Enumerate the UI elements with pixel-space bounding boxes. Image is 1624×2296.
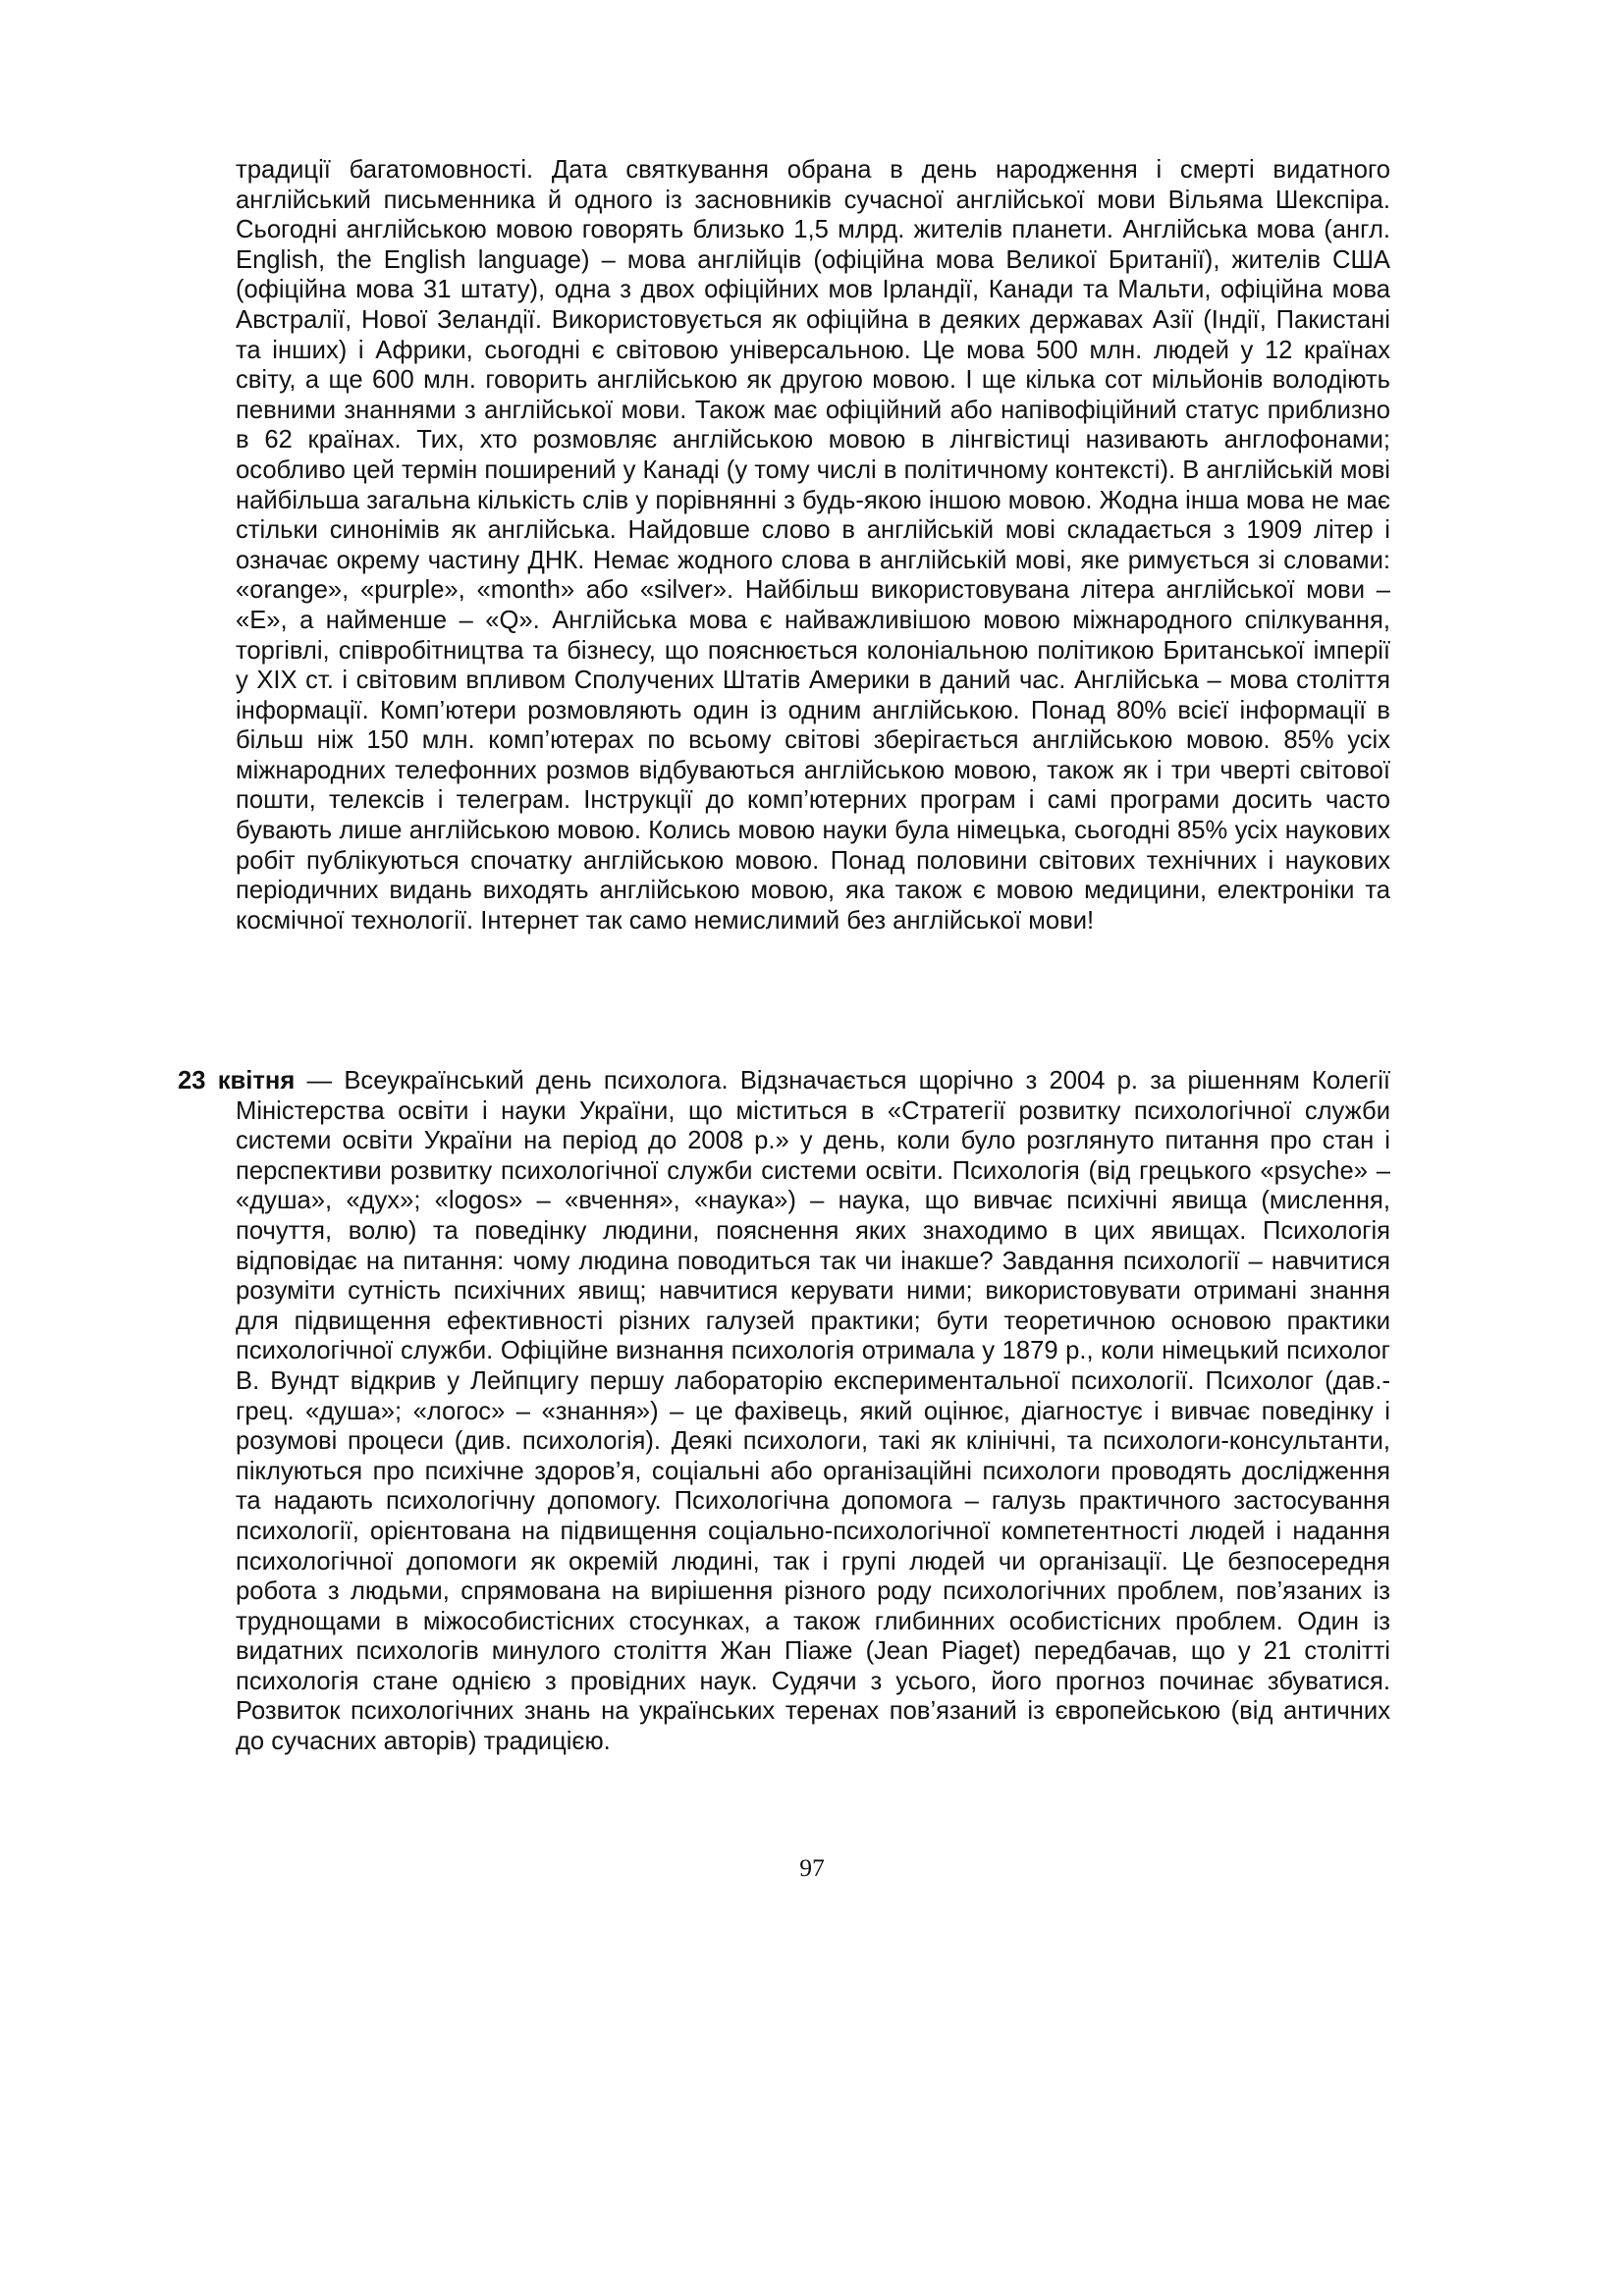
paragraph-english-language bbox=[236, 155, 1390, 935]
paragraph-psychologist-day bbox=[178, 1066, 1390, 1757]
page-number: 97 bbox=[799, 1853, 825, 1882]
paragraph-text: традиції багатомовності. Дата святкування обрана в день народження і смерті видатного англійський письменника й одного із засновників сучасної англійської мови Вільяма Шекспіра. Сьогодні англійською мовою говорять близько 1,5 млрд. жителів планети. Англійська мова (англ. English, the English language) – мова англійців (офіційна мова Великої Британії), жителів США (офіційна мова 31 штату), одна з двох офіційних мов Ірландії, Канади та Мальти, офіційна мова Австралії, Нової Зеландії. Використовується як офіційна в деяких державах Азії (Індії, Пакистані та інших) і Африки, сьогодні є світовою універсальною. Це мова 500 млн. людей у 12 країнах світу, а ще 600 млн. говорить англійською як другою мовою. І ще кілька сот мільйонів володіють певними знаннями з англійської мови. Також має офіційний або напівофіційний статус приблизно в 62 країнах. Тих, хто розмовляє англійською мовою в лінгвістиці називають англофонами; особливо цей термін поширений у Канаді (у тому числі в політичному контексті). В англійській мові найбільша загальна кількість слів у порівнянні з будь-якою іншою мовою. Жодна інша мова не має стільки синонімів як англійська. Найдовше слово в англійській мові складається з 1909 літер і означає окрему частину ДНК. Немає жодного слова в англійській мові, яке римується зі словами: «orange», «purple», «month» або «silver». Найбільш використовувана літера англійської мови – «E», а найменше – «Q». Англійська мова є найважливішою мовою міжнародного спілкування, торгівлі, співробітництва та бізнесу, що пояснюється колоніальною політикою Британської імперії у XIX ст. і світовим впливом Сполучених Штатів Америки в даний час. Англійська – мова століття інформації. Комп’ютери розмовляють один із одним англійською. Понад 80% всієї інформації в більш ніж 150 млн. комп’ютерах по всьому світові зберігається англійською мовою. 85% усіх міжнародних телефонних розмов відбуваються англійською мовою, також як і три чверті світової пошти, телексів і телеграм. Інструкції до комп’ютерних програм і самі програми досить часто бувають лише англійською мовою. Колись мовою науки була німецька, сьогодні 85% усіх наукових робіт публікуються спочатку англійською мовою. Понад половини світових технічних і наукових періодичних видань виходять англійською мовою, яка також є мовою медицини, електроніки та космічної технології. Інтернет так само немислимий без англійської мови! bbox=[236, 156, 1390, 934]
paragraph-text: — Всеукраїнський день психолога. Відзначається щорічно з 2004 р. за рішенням Колегії Міністерства освіти і науки України, що міститься в «Стратегії розвитку психологічної служби системи освіти України на період до 2008 р.» у день, коли було розглянуто питання про стан і перспективи розвитку психологічної служби системи освіти. Психологія (від грецького «psyche» – «душа», «дух»; «logos» – «вчення», «наука») – наука, що вивчає психічні явища (мислення, почуття, волю) та поведінку людини, пояснення яких знаходимо в цих явищах. Психологія відповідає на питання: чому людина поводиться так чи інакше? Завдання психології – навчитися розуміти сутність психічних явищ; навчитися керувати ними; використовувати отримані знання для підвищення ефективності різних галузей практики; бути теоретичною основою практики психологічної служби. Офіційне визнання психологія отримала у 1879 р., коли німецький психолог В. Вундт відкрив у Лейпцигу першу лабораторію експериментальної психології. Психолог (дав.-грец. «душа»; «логос» – «знання») – це фахівець, який оцінює, діагностує і вивчає поведінку і розумові процеси (див. психологія). Деякі психологи, такі як клінічні, та психологи-консультанти, піклуються про психічне здоров’я, соціальні або організаційні психологи проводять дослідження та надають психологічну допомогу. Психологічна допомога – галузь практичного застосування психології, орієнтована на підвищення соціально-психологічної компетентності людей і надання психологічної допомоги як окремій людині, так і групі людей чи організації. Це безпосередня робота з людьми, спрямована на вирішення різного роду психологічних проблем, пов’язаних із труднощами в міжособистісних стосунках, а також глибинних особистісних проблем. Один із видатних психологів минулого століття Жан Піаже (Jean Piaget) передбачав, що у 21 столітті психологія стане однією з провідних наук. Судячи з усього, його прогноз починає збуватися. Розвиток психологічних знань на українських теренах пов’язаний із європейською (від античних до сучасних авторів) традицією. bbox=[236, 1067, 1390, 1756]
paragraph-date-heading: 23 квітня bbox=[178, 1067, 296, 1095]
paragraph-body bbox=[178, 1066, 1390, 1757]
